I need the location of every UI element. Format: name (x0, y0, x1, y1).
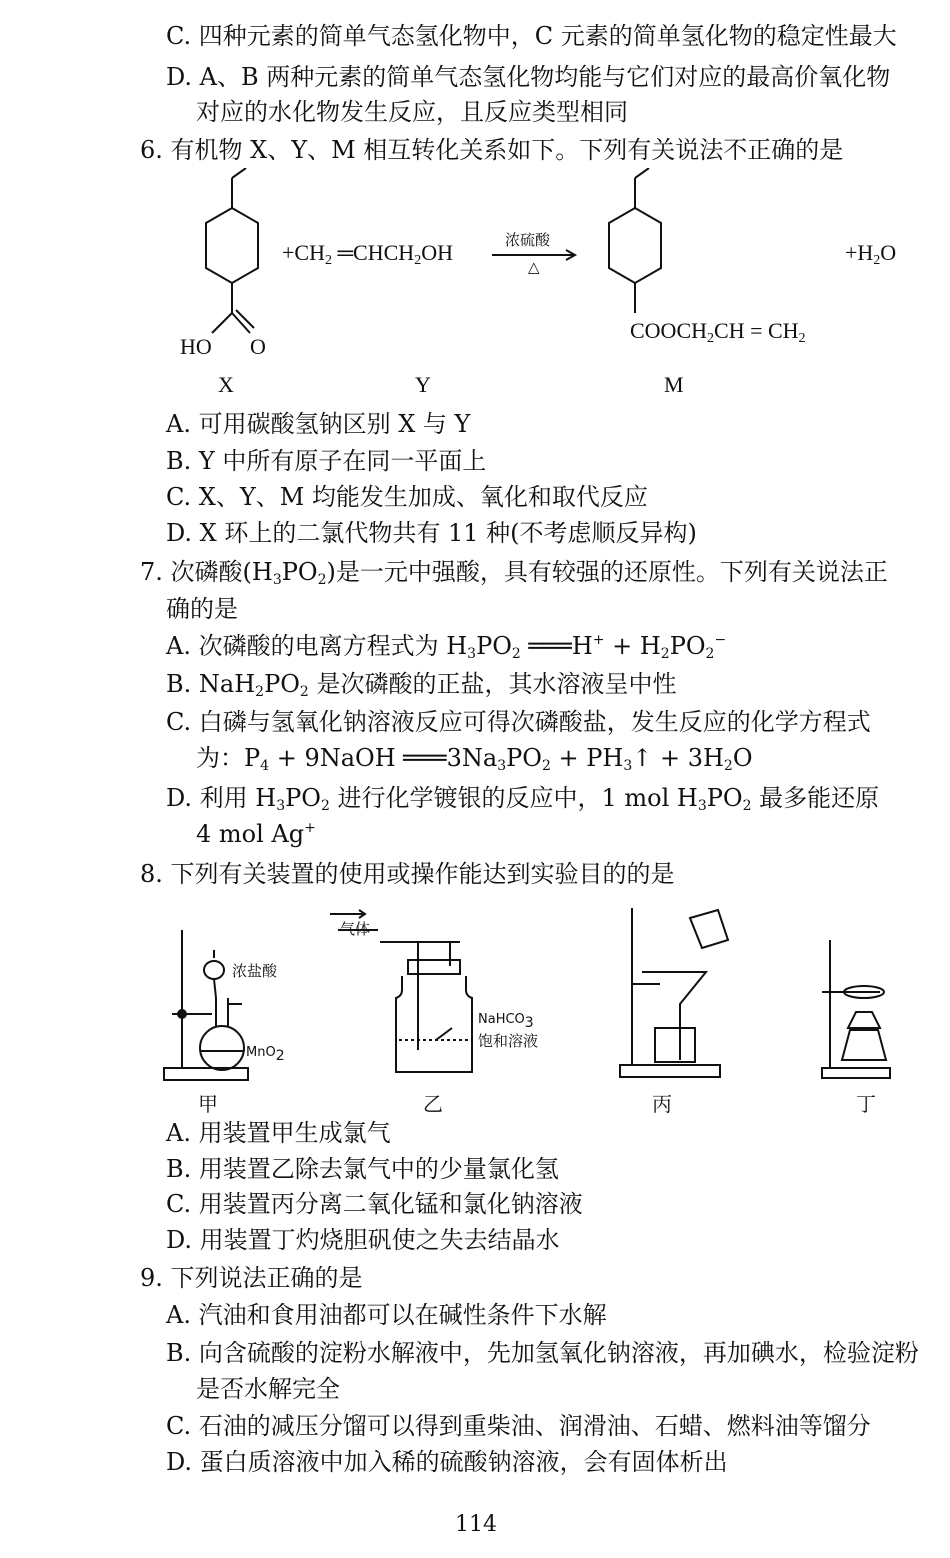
q7-option-a: A. 次磷酸的电离方程式为 $H_3PO_2$ ═══H+ + $H_2PO_2^-$ (166, 632, 727, 662)
q7-option-c-line1: C. 白磷与氢氧化钠溶液反应可得次磷酸盐，发生反应的化学方程式 (166, 708, 871, 736)
caption-bing: 丙 (652, 1092, 672, 1116)
reactant-y-formula: $+CH_2$ $═CHCH_2OH$ (282, 240, 453, 268)
q8-apparatus-figure (150, 900, 930, 1100)
q7-stem-line2: 确的是 (166, 595, 238, 623)
q7-option-b: B. $NaH_2PO_2$ 是次磷酸的正盐，其水溶液呈中性 (166, 670, 677, 700)
page-number: 114 (455, 1512, 497, 1537)
q5-option-c: C. 四种元素的简单气态氢化物中，C 元素的简单氢化物的稳定性最大 (166, 22, 897, 50)
condition-acid: 浓硫酸 (505, 231, 551, 249)
q9-option-d: D. 蛋白质溶液中加入稀的硫酸钠溶液，会有固体析出 (166, 1448, 728, 1476)
q9-option-b-line2: 是否水解完全 (196, 1375, 340, 1403)
q5-option-d-line1: D. A、B 两种元素的简单气态氢化物均能与它们对应的最高价氧化物 (166, 63, 891, 91)
q6-stem: 6. 有机物 X、Y、M 相互转化关系如下。下列有关说法不正确的是 (140, 136, 844, 164)
caption-yi: 乙 (423, 1092, 443, 1116)
q6-reaction-figure (170, 168, 930, 408)
q8-option-d: D. 用装置丁灼烧胆矾使之失去结晶水 (166, 1226, 560, 1254)
label-x: X (218, 372, 234, 397)
label-y: Y (415, 372, 431, 397)
q8-option-c: C. 用装置丙分离二氧化锰和氯化钠溶液 (166, 1190, 583, 1218)
m-ester-group: $COOCH_2CH = CH_2$ (630, 318, 806, 346)
caption-ding: 丁 (856, 1092, 876, 1116)
q7-stem-line1: 7. 次磷酸$(H_3PO_2)$是一元中强酸，具有较强的还原性。下列有关说法正 (140, 558, 888, 588)
q7-option-d-line2: 4 mol Ag+ (196, 820, 316, 848)
caption-jia: 甲 (198, 1092, 218, 1116)
q9-stem: 9. 下列说法正确的是 (140, 1264, 363, 1292)
q7-option-c-line2: 为：$P_4$ + 9NaOH $═══3Na_3PO_2$ + $PH_3↑ + 3H_2O$ (196, 744, 753, 774)
gas-in-label: 气体 (340, 920, 371, 938)
label-m: M (664, 372, 684, 397)
q6-option-a: A. 可用碳酸氢钠区别 X 与 Y (166, 410, 471, 438)
q8-stem: 8. 下列有关装置的使用或操作能达到实验目的的是 (140, 860, 675, 888)
q8-option-b: B. 用装置乙除去氯气中的少量氯化氢 (166, 1155, 559, 1183)
jia-solid-label: MnO$_2$ (246, 1045, 285, 1064)
q9-option-c: C. 石油的减压分馏可以得到重柴油、润滑油、石蜡、燃料油等馏分 (166, 1412, 871, 1440)
condition-heat: △ (528, 258, 540, 276)
q9-option-a: A. 汽油和食用油都可以在碱性条件下水解 (166, 1301, 607, 1329)
x-oxygen: O (250, 334, 266, 359)
q7-option-d-line1: D. 利用 $H_3PO_2$ 进行化学镀银的反应中，1 mol $H_3PO_2$ 最多能还原 (166, 784, 880, 814)
jia-reagent-label: 浓盐酸 (232, 962, 278, 980)
yi-reagent-line2: 饱和溶液 (478, 1032, 539, 1050)
yi-reagent-line1: NaHCO$_3$ (478, 1012, 534, 1031)
q8-option-a: A. 用装置甲生成氯气 (166, 1119, 391, 1147)
q6-option-b: B. Y 中所有原子在同一平面上 (166, 447, 487, 475)
q6-option-c: C. X、Y、M 均能发生加成、氧化和取代反应 (166, 483, 648, 511)
q6-option-d: D. X 环上的二氯代物共有 11 种(不考虑顺反异构) (166, 519, 697, 547)
x-hydroxyl: HO (180, 334, 212, 359)
q5-option-d-line2: 对应的水化物发生反应，且反应类型相同 (196, 98, 628, 126)
q9-option-b-line1: B. 向含硫酸的淀粉水解液中，先加氢氧化钠溶液，再加碘水，检验淀粉 (166, 1339, 919, 1367)
product-water: $+H_2O$ (845, 240, 897, 268)
